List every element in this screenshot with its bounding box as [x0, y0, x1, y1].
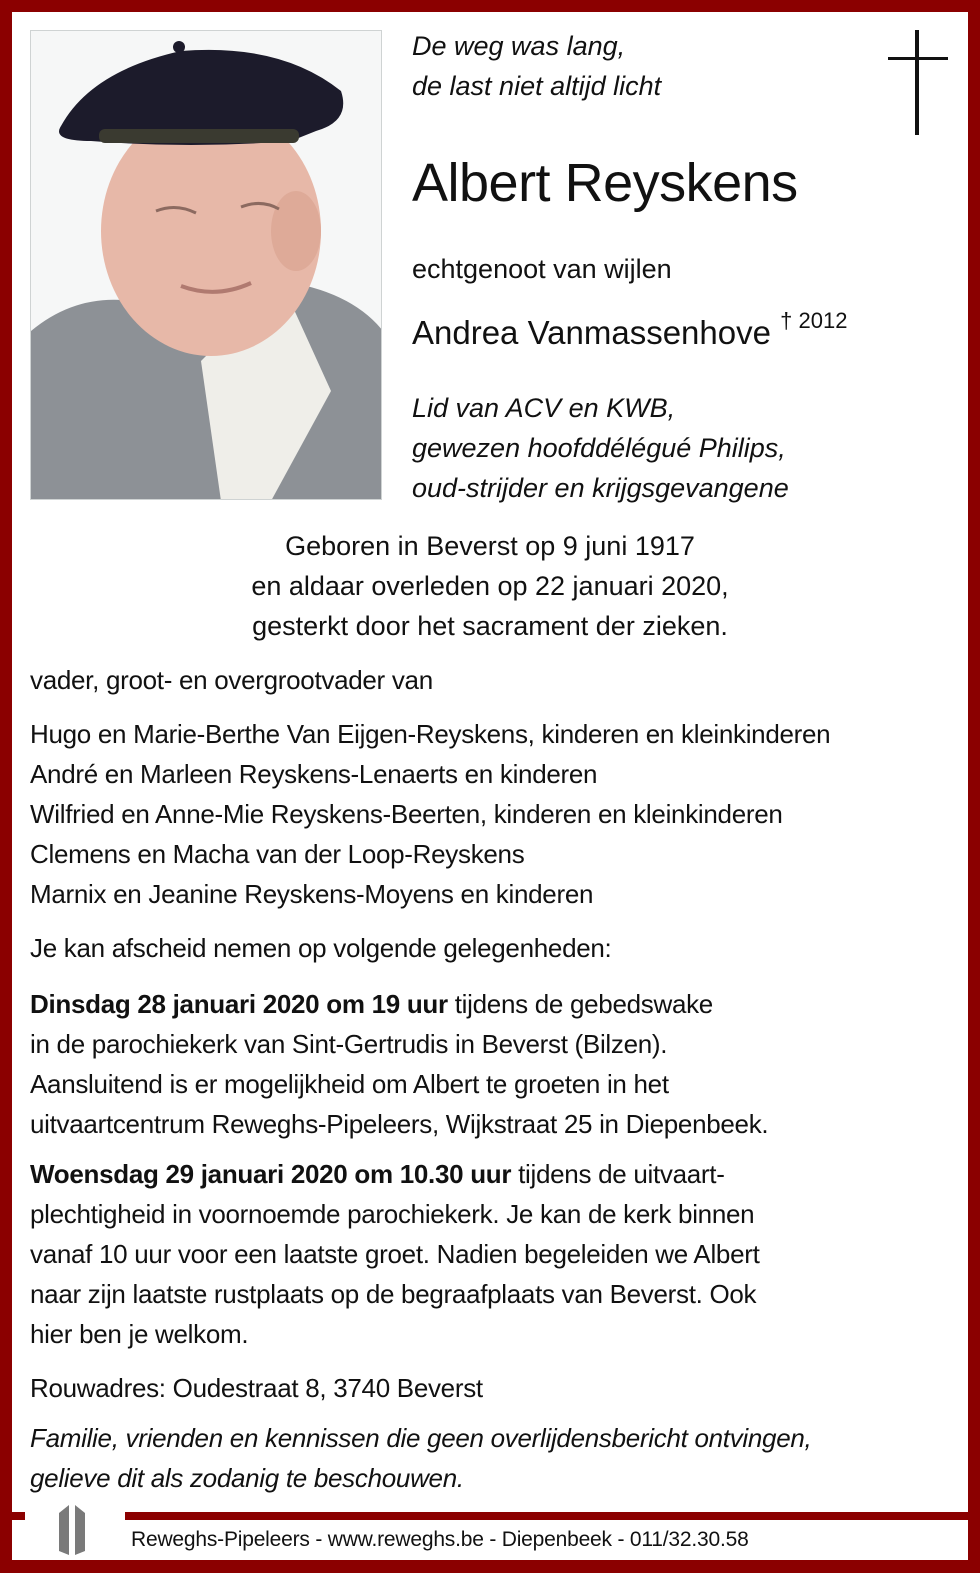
memberships [412, 388, 789, 508]
membership-line: oud-strijder en krijgsgevangene [412, 473, 789, 503]
birth-death-line: en aldaar overleden op 22 januari 2020, [251, 571, 729, 601]
notice-line: Familie, vrienden en kennissen die geen overlijdensbericht ontvingen, [30, 1423, 812, 1453]
event-text: uitvaartcentrum Reweghs-Pipeleers, Wijkstraat 25 in Diepenbeek. [30, 1109, 769, 1139]
spouse-name: Andrea Vanmassenhove [412, 314, 771, 351]
motto [412, 26, 661, 106]
event-date: Dinsdag 28 januari 2020 om 19 uur [30, 989, 448, 1019]
notice [30, 1418, 811, 1498]
portrait-photo [30, 30, 382, 500]
event-text: tijdens de gebedswake [447, 989, 713, 1019]
family-member: André en Marleen Reyskens-Lenaerts en kinderen [30, 759, 598, 789]
family-list [30, 714, 830, 914]
birth-death [0, 526, 980, 646]
family-member: Clemens en Macha van der Loop-Reyskens [30, 839, 525, 869]
event-funeral [30, 1154, 760, 1354]
family-member: Marnix en Jeanine Reyskens-Moyens en kinderen [30, 879, 594, 909]
motto-line: de last niet altijd licht [412, 71, 662, 101]
footer-contact: Reweghs-Pipeleers - www.reweghs.be - Diepenbeek - 011/32.30.58 [131, 1528, 749, 1551]
event-text: naar zijn laatste rustplaats op de begraafplaats van Beverst. Ook [30, 1279, 757, 1309]
farewell-intro: Je kan afscheid nemen op volgende gelegenheden: [30, 933, 612, 963]
spouse [412, 303, 847, 355]
event-date: Woensdag 29 januari 2020 om 10.30 uur [30, 1159, 512, 1189]
birth-death-line: Geboren in Beverst op 9 juni 1917 [285, 531, 695, 561]
event-text: hier ben je welkom. [30, 1319, 249, 1349]
membership-line: Lid van ACV en KWB, [412, 393, 676, 423]
event-text: tijdens de uitvaart- [511, 1159, 725, 1189]
membership-line: gewezen hoofddélégué Philips, [412, 433, 786, 463]
spouse-death: † 2012 [780, 308, 848, 333]
event-text: Aansluitend is er mogelijkheid om Albert te groeten in het [30, 1069, 669, 1099]
family-intro: vader, groot- en overgrootvader van [30, 665, 433, 695]
family-member: Wilfried en Anne-Mie Reyskens-Beerten, kinderen en kleinkinderen [30, 799, 783, 829]
event-text: plechtigheid in voornoemde parochiekerk. Je kan de kerk binnen [30, 1199, 755, 1229]
event-text: in de parochiekerk van Sint-Gertrudis in Beverst (Bilzen). [30, 1029, 668, 1059]
event-vigil [30, 984, 768, 1144]
notice-line: gelieve dit als zodanig te beschouwen. [30, 1463, 464, 1493]
motto-line: De weg was lang, [412, 31, 626, 61]
event-text: vanaf 10 uur voor een laatste groet. Nadien begeleiden we Albert [30, 1239, 760, 1269]
deceased-name: Albert Reyskens [412, 153, 798, 213]
family-member: Hugo en Marie-Berthe Van Eijgen-Reyskens, kinderen en kleinkinderen [30, 719, 831, 749]
spouse-intro: echtgenoot van wijlen [412, 254, 672, 284]
birth-death-line: gesterkt door het sacrament der zieken. [252, 611, 728, 641]
address: Rouwadres: Oudestraat 8, 3740 Beverst [30, 1373, 483, 1403]
funeral-home-logo-icon [25, 1505, 125, 1560]
